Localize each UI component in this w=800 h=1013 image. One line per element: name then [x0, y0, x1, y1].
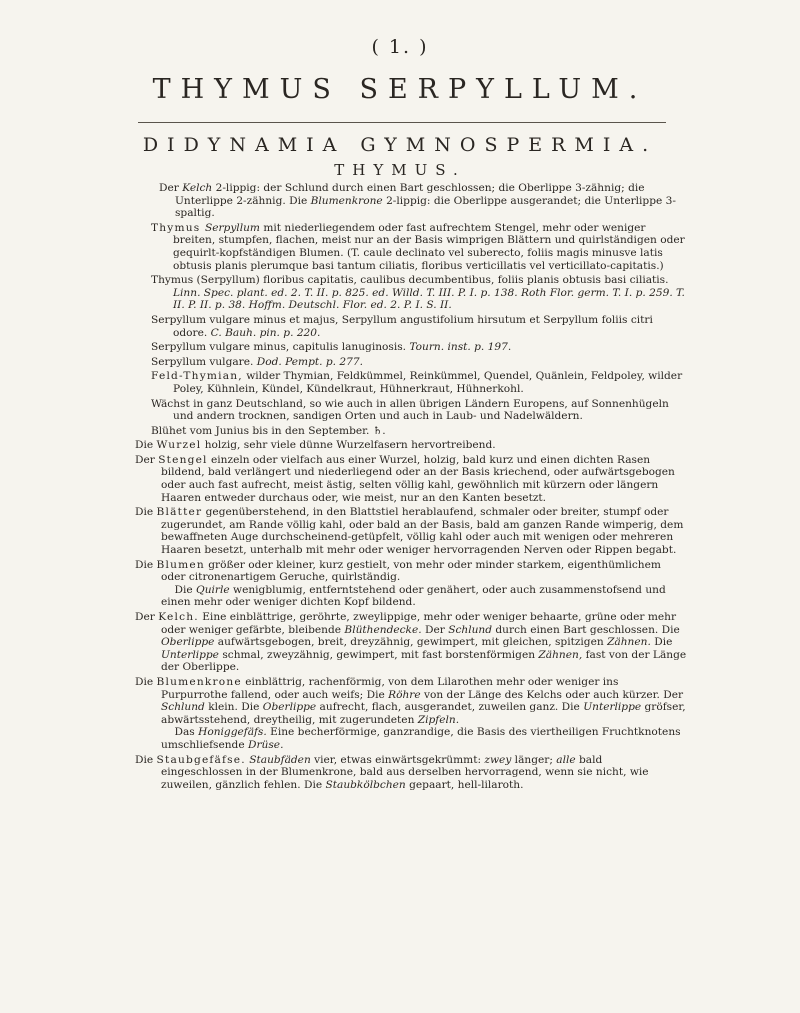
desc-flowers: Die Blumen größer oder kleiner, kurz gestielt, von mehr oder minder starkem, eigenthümlichem oder citronenartigem Geruche, quirlständig. Die Quirle wenigblumig, entferntstehend oder genähert, oder auch zusammenstofsend und einen mehr oder weniger dichten Kopf bildend. — [135, 558, 666, 609]
common-names: Feld-Thymian, wilder Thymian, Feldkümmel, Reinkümmel, Quendel, Quänlein, Feldpoley, wilder Poley, Kühnlein, Kündel, Kündelkraut, Hühnerkraut, Hühnerkohl. — [151, 370, 683, 395]
synonym-bauhin: Serpyllum vulgare minus et majus, Serpyllum angustifolium hirsutum et Serpyllum foliis citri odore. C. Bauh. pin. p. 220. — [151, 313, 653, 339]
species-diagnosis: Thymus Serpyllum mit niederliegendem oder fast aufrechtem Stengel, mehr oder weniger breiten, stumpfen, flachen, meist nur an der Basis wimprigen Blättern und quirlständigen oder gequirlt-kopfständigen Blumen. (T. caule declinato vel suberecto, foliis magis minusve latis obtusis planis plerumque basi tantum ciliatis, floribus verticillatis vel verticillato-capitatis.) — [151, 221, 685, 272]
flowering-time: Blühet vom Junius bis in den September. ♄. — [151, 424, 386, 437]
linnaean-class: DIDYNAMIA GYMNOSPERMIA. — [142, 134, 658, 156]
desc-stamens: Die Staubgefäfse. Staubfäden vier, etwas einwärtsgekrümmt: zwey länger; alle bald eingeschlossen in der Blumenkrone, bald aus derselben hervorragend, wenn sie nicht, wie zuweilen, gänzlich fehlen. Die Staubkölbchen gepaart, hell-lilaroth. — [135, 753, 649, 791]
synonym-linnaeus: Thymus (Serpyllum) floribus capitatis, caulibus decumbentibus, foliis planis obtusis basi ciliatis. Linn. Spec. plant. ed. 2. T. II. p. 825. ed. Willd. T. III. P. I. p. 138. Roth Flor. germ. T. I. p. 259. T. II. P. II. p. 38. Hoffm. Deutschl. Flor. ed. 2. P. I. S. II. — [151, 274, 685, 312]
desc-stem: Der Stengel einzeln oder vielfach aus einer Wurzel, holzig, bald kurz und einen dichten Rasen bildend, bald verlängert und niederliegend oder an der Basis kriechend, oder aufwärtsgebogen oder auch fast aufrecht, meist ästig, selten völlig kahl, gewöhnlich mit kürzern oder längern Haaren entweder durchaus oder, wie meist, nur an den Kanten besetzt. — [135, 453, 675, 504]
desc-root: Die Wurzel holzig, sehr viele dünne Wurzelfasern hervortreibend. — [135, 439, 496, 452]
genus-character: Der Kelch 2-lippig: der Schlund durch einen Bart geschlossen; die Oberlippe 3-zähnig; die Unterlippe 2-zähnig. Die Blumenkrone 2-lippig: die Oberlippe ausgerandet; die Unterlippe 3-spaltig. — [159, 182, 676, 220]
synonym-dodonaeus: Serpyllum vulgare. Dod. Pempt. p. 277. — [151, 355, 363, 368]
species-title: THYMUS SERPYLLUM. — [152, 74, 648, 105]
synonym-tournefort: Serpyllum vulgare minus, capitulis lanuginosis. Tourn. inst. p. 197. — [151, 341, 512, 354]
desc-leaves: Die Blätter gegenüberstehend, in den Blattstiel herablaufend, schmaler oder breiter, stumpf oder zugerundet, am Rande völlig kahl, oder bald an der Basis, bald am ganzen Rande wimperig, dem bewaffneten Auge durchscheinend-getüpfelt, völlig kahl oder auch mit wenigen oder mehreren Haaren besetzt, unterhalb mit mehr oder weniger hervorragenden Nerven oder Rippen begabt. — [135, 506, 684, 557]
desc-corolla: Die Blumenkrone einblättrig, rachenförmig, von dem Lilarothen mehr oder weniger ins Purpurrothe fallend, oder auch weifs; Die Röhre von der Länge des Kelchs oder auch kürzer. Der Schlund klein. Die Oberlippe aufrecht, flach, ausgerandet, zuweilen ganz. Die Unterlippe gröfser, abwärtsstehend, dreytheilig, mit zugerundeten Zipfeln. Das Honiggefäfs. Eine becherförmige, ganzrandige, die Basis des viertheiligen Fruchtknotens umschliefsende Drüse. — [135, 675, 686, 751]
title-rule — [138, 122, 666, 123]
desc-calyx: Der Kelch. Eine einblättrige, geröhrte, zweylippige, mehr oder weniger behaarte, grüne oder mehr oder weniger gefärbte, bleibende Blüthendecke. Der Schlund durch einen Bart geschlossen. Die Oberlippe aufwärtsgebogen, breit, dreyzähnig, gewimpert, mit gleichen, spitzigen Zähnen. Die Unterlippe schmal, zweyzähnig, gewimpert, mit fast borstenförmigen Zähnen, fast von der Länge der Oberlippe. — [135, 611, 687, 674]
genus-heading: THYMUS. — [334, 161, 466, 179]
page-body — [135, 182, 687, 793]
page-number: ( 1. ) — [371, 36, 429, 58]
habitat: Wächst in ganz Deutschland, so wie auch in allen übrigen Ländern Europens, auf Sonnenhügeln und andern trocknen, sandigen Orten und auch in Laub- und Nadelwäldern. — [151, 397, 669, 423]
